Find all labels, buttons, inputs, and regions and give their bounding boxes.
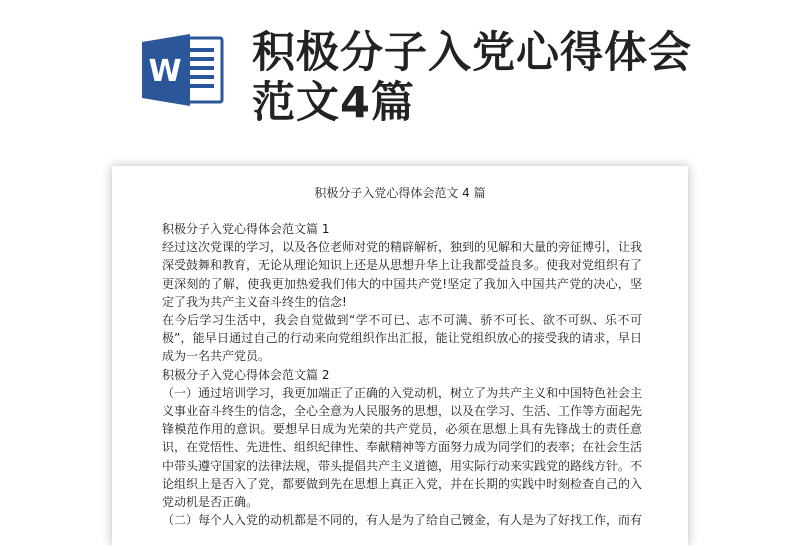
paragraph: 经过这次党课的学习，以及各位老师对党的精辟解析，独到的见解和大量的旁征博引，让我深受鼓舞和教育，无论从理论知识上还是从思想升华上让我都受益良多。使我对党组织有了更深刻的了解，使我更加热爱我们伟大的中国共产党!坚定了我加入中国共产党的决心，坚定了我为共产主义奋斗终生的信念! bbox=[162, 240, 643, 309]
word-icon-letter: W bbox=[148, 54, 182, 89]
section-title: 积极分子入党心得体会范文篇 2 bbox=[162, 367, 330, 382]
paragraph: 在今后学习生活中，我会自觉做到“学不可已、志不可满、骄不可长、欲不可纵、乐不可极”，能早日通过自己的行动来向党组织作出汇报，能让党组织放心的接受我的请求，早日成为一名共产党员。 bbox=[162, 313, 642, 364]
paragraph: （一）通过培训学习，我更加端正了正确的入党动机，树立了为共产主义和中国特色社会主义事业奋斗终生的信念，全心全意为人民服务的思想，以及在学习、生活、工作等方面起先锋模范作用的意识。要想早日成为光荣的共产党员，必须在思想上具有先锋战士的责任意识，在党悟性、先进性、组织纪律性、奉献精神等方面努力成为同学们的表率；在社会生活中带头遵守国家的法律法规，带头提倡共产主义道德，用实际行动来实践党的路线方针。不论组织上是否入了党，都要做到先在思想上真正入党，并在长期的实践中时刻检查自己的入党动机是否正确。 bbox=[162, 385, 643, 510]
banner-title: 积极分子入党心得体会范文4篇 bbox=[252, 28, 692, 128]
section-title: 积极分子入党心得体会范文篇 1 bbox=[162, 222, 330, 236]
word-document-icon bbox=[140, 30, 226, 110]
document-heading: 积极分子入党心得体会范文 4 篇 bbox=[314, 186, 486, 200]
document-page bbox=[112, 166, 688, 546]
document-body bbox=[162, 220, 642, 529]
paragraph: （二）每个人入党的动机都是不同的，有人是为了给自己镀金，有人是为了好找工作，而有 bbox=[162, 513, 643, 528]
